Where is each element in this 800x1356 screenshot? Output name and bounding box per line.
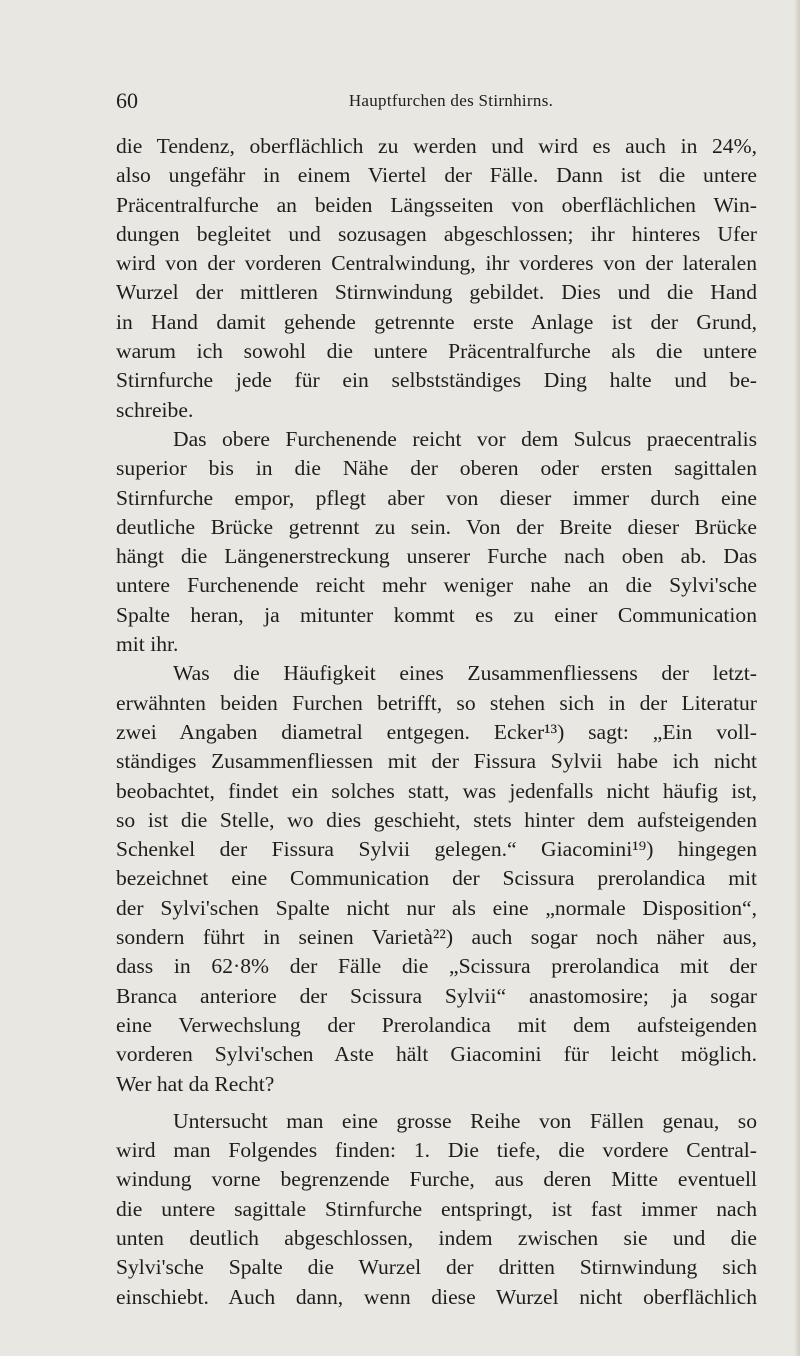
- text-line: windung vorne begrenzende Furche, aus deren Mitte eventuell: [116, 1167, 757, 1192]
- text-line: dass in 62·8% der Fälle die „Scissura prerolandica mit der: [116, 954, 757, 979]
- text-line: superior bis in die Nähe der oberen oder ersten sagittalen: [116, 456, 757, 481]
- text-line: die untere sagittale Stirnfurche entspringt, ist fast immer nach: [116, 1196, 757, 1221]
- paragraph-gap: [116, 1099, 757, 1107]
- text-line: Schenkel der Fissura Sylvii gelegen.“ Giacomini¹⁹) hingegen: [116, 837, 757, 862]
- text-line: Sylvi'sche Spalte die Wurzel der dritten Stirnwindung sich: [116, 1255, 757, 1280]
- page-edge: [794, 0, 800, 1356]
- text-line: Stirnfurche empor, pflegt aber von dieser immer durch eine: [116, 485, 757, 510]
- text-line: also ungefähr in einem Viertel der Fälle. Dann ist die untere: [116, 163, 757, 188]
- text-line: Untersucht man eine grosse Reihe von Fällen genau, so: [173, 1108, 757, 1133]
- text-line: einschiebt. Auch dann, wenn diese Wurzel nicht oberflächlich: [116, 1284, 757, 1309]
- text-line: zwei Angaben diametral entgegen. Ecker¹³) sagt: „Ein voll-: [116, 719, 757, 744]
- text-line: schreibe.: [116, 397, 194, 422]
- text-line: sondern führt in seinen Varietà²²) auch sogar noch näher aus,: [116, 925, 757, 950]
- text-line: Präcentralfurche an beiden Längsseiten von oberflächlichen Win-: [116, 192, 757, 217]
- text-line: wird man Folgendes finden: 1. Die tiefe, die vordere Central-: [116, 1138, 757, 1163]
- text-line: Branca anteriore der Scissura Sylvii“ anastomosire; ja sogar: [116, 983, 757, 1008]
- text-line: Das obere Furchenende reicht vor dem Sulcus praecentralis: [173, 426, 757, 451]
- text-line: dungen begleitet und sozusagen abgeschlossen; ihr hinteres Ufer: [116, 221, 757, 246]
- text-line: mit ihr.: [116, 632, 179, 657]
- text-line: Wurzel der mittleren Stirnwindung gebildet. Dies und die Hand: [116, 280, 757, 305]
- text-line: eine Verwechslung der Prerolandica mit dem aufsteigenden: [116, 1012, 757, 1037]
- text-line: in Hand damit gehende getrennte erste Anlage ist der Grund,: [116, 309, 757, 334]
- text-line: hängt die Längenerstreckung unserer Furche nach oben ab. Das: [116, 544, 757, 569]
- text-line: unten deutlich abgeschlossen, indem zwischen sie und die: [116, 1225, 757, 1250]
- text-line: Was die Häufigkeit eines Zusammenfliessens der letzt-: [173, 661, 757, 686]
- page-header: [116, 88, 756, 118]
- text-line: warum ich sowohl die untere Präcentralfurche als die untere: [116, 339, 757, 364]
- text-line: erwähnten beiden Furchen betrifft, so stehen sich in der Literatur: [116, 690, 757, 715]
- text-line: deutliche Brücke getrennt zu sein. Von der Breite dieser Brücke: [116, 514, 757, 539]
- text-line: die Tendenz, oberflächlich zu werden und wird es auch in 24%,: [116, 134, 757, 158]
- running-title: Hauptfurchen des Stirnhirns.: [348, 91, 554, 110]
- text-line: ständiges Zusammenfliessen mit der Fissura Sylvii habe ich nicht: [116, 749, 757, 774]
- text-line: untere Furchenende reicht mehr weniger nahe an die Sylvi'sche: [116, 573, 757, 598]
- text-line: bezeichnet eine Communication der Scissura prerolandica mit: [116, 866, 757, 891]
- text-line: Spalte heran, ja mitunter kommt es zu einer Communication: [116, 602, 757, 627]
- text-line: beobachtet, findet ein solches statt, was jedenfalls nicht häufig ist,: [116, 778, 757, 803]
- text-line: vorderen Sylvi'schen Aste hält Giacomini für leicht möglich.: [116, 1042, 757, 1067]
- text-line: Stirnfurche jede für ein selbstständiges Ding halte und be-: [116, 368, 757, 393]
- text-line: der Sylvi'schen Spalte nicht nur als eine „normale Disposition“,: [116, 895, 757, 920]
- text-line: so ist die Stelle, wo dies geschieht, stets hinter dem aufsteigenden: [116, 807, 757, 832]
- page-number: 60: [116, 88, 138, 113]
- text-line: wird von der vorderen Centralwindung, ihr vorderes von der lateralen: [116, 251, 757, 276]
- text-line: Wer hat da Recht?: [116, 1071, 275, 1096]
- body-text: [116, 132, 757, 1312]
